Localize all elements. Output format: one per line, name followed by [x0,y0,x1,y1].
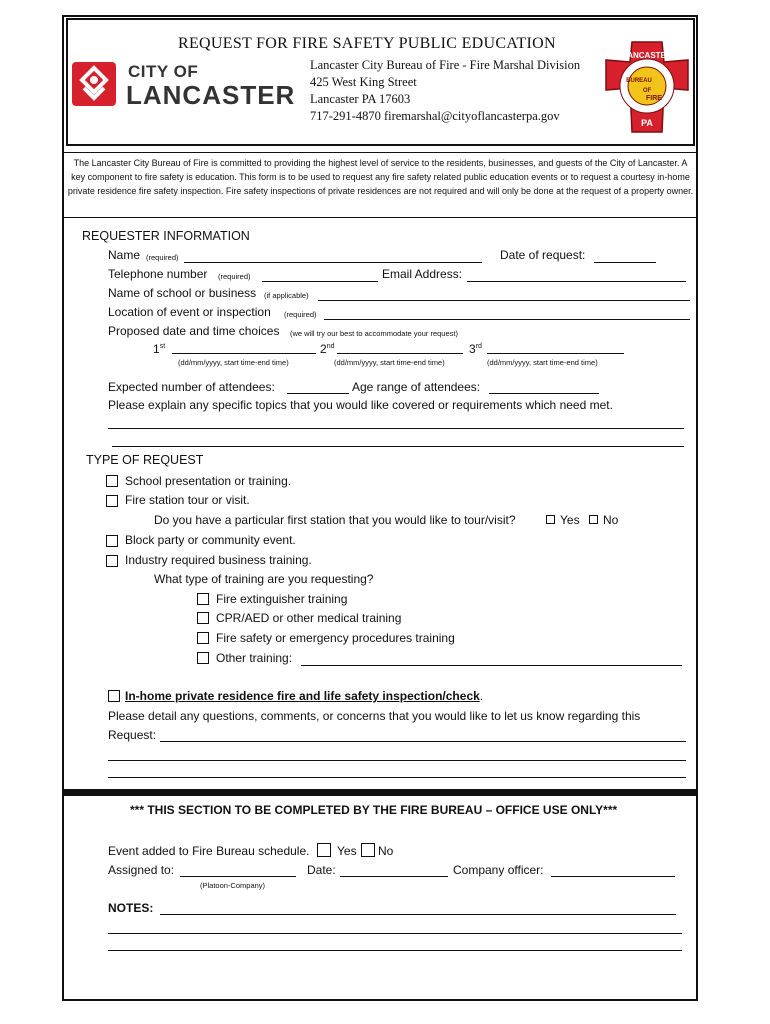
choice-3-field[interactable] [487,353,624,354]
location-required: (required) [284,310,317,319]
detail-line-3[interactable] [108,777,686,778]
station-no-label: No [603,513,619,527]
request-type-heading: TYPE OF REQUEST [86,453,204,467]
notes-line-3[interactable] [108,950,682,951]
notes-label: NOTES: [108,901,154,915]
station-yes-label: Yes [560,513,580,527]
station-tour-label: Fire station tour or visit. [125,493,250,507]
requester-heading: REQUESTER INFORMATION [82,229,250,243]
detail-line-1[interactable] [160,741,686,742]
badge-fire-text: FIRE [646,95,662,102]
name-field[interactable] [184,262,482,263]
school-presentation-label: School presentation or training. [125,474,292,488]
scheduled-yes-checkbox[interactable] [317,843,331,857]
city-logo-icon [70,60,118,108]
notes-line-2[interactable] [108,933,682,934]
cpr-checkbox[interactable] [197,612,209,624]
scheduled-no-label: No [378,844,394,858]
choice-1-label: 1st [153,342,166,356]
extinguisher-checkbox[interactable] [197,593,209,605]
telephone-label: Telephone number [108,267,208,281]
location-field[interactable] [324,319,690,320]
detail-request-label: Request: [108,728,157,742]
platoon-note: (Platoon-Company) [200,881,266,890]
detail-label: Please detail any questions, comments, or concerns that you would like to let us know regarding this [108,709,641,723]
location-label: Location of event or inspection [108,305,271,319]
bureau-line: Lancaster City Bureau of Fire - Fire Marshal Division [310,58,581,72]
choice-2-field[interactable] [337,353,463,354]
date-of-request-label: Date of request: [500,248,586,262]
assigned-field[interactable] [180,876,296,877]
procedures-checkbox[interactable] [197,632,209,644]
station-tour-checkbox[interactable] [106,495,118,507]
fire-badge-icon [602,40,692,134]
street-line: 425 West King Street [310,75,417,89]
cpr-label: CPR/AED or other medical training [216,611,402,625]
industry-checkbox[interactable] [106,555,118,567]
date-of-request-field[interactable] [594,262,656,263]
inhome-checkbox[interactable] [108,690,120,702]
choice-1-field[interactable] [172,353,316,354]
citystate-line: Lancaster PA 17603 [310,92,411,106]
procedures-label: Fire safety or emergency procedures training [216,631,455,645]
school-label: Name of school or business [108,286,257,300]
choice-3-label: 3rd [469,342,482,356]
form-title: REQUEST FOR FIRE SAFETY PUBLIC EDUCATION [178,35,556,52]
station-no-checkbox[interactable] [589,515,598,524]
badge-of-text: OF [642,88,652,94]
other-training-field[interactable] [301,665,682,666]
lancaster-text: LANCASTER [126,80,296,110]
contact-line: 717-291-4870 firemarshal@cityoflancasterpa.gov [310,109,560,123]
proposed-label: Proposed date and time choices [108,324,280,338]
other-training-checkbox[interactable] [197,652,209,664]
office-heading: *** THIS SECTION TO BE COMPLETED BY THE FIRE BUREAU – OFFICE USE ONLY*** [130,803,618,817]
station-question: Do you have a particular first station that you would like to tour/visit? [154,513,516,527]
email-label: Email Address: [382,267,463,281]
explain-label: Please explain any specific topics that you would like covered or requirements which need met. [108,398,613,412]
block-party-checkbox[interactable] [106,535,118,547]
station-yes-checkbox[interactable] [546,515,555,524]
industry-label: Industry required business training. [125,553,312,567]
attendees-label: Expected number of attendees: [108,380,275,394]
attendees-field[interactable] [287,393,349,394]
name-required: (required) [146,253,179,262]
notes-line-1[interactable] [160,914,676,915]
choice-2-label: 2nd [320,342,335,356]
scheduled-yes-label: Yes [337,844,357,858]
badge-bureau-text: BUREAU [626,78,652,84]
office-date-field[interactable] [340,876,448,877]
block-party-label: Block party or community event. [125,533,296,547]
choice-3-format: (dd/mm/yyyy, start time-end time) [487,358,598,367]
school-presentation-checkbox[interactable] [106,475,118,487]
school-if-applicable: (if applicable) [264,291,309,300]
assigned-label: Assigned to: [108,863,175,877]
other-training-label: Other training: [216,651,293,665]
scheduled-no-checkbox[interactable] [361,843,375,857]
telephone-required: (required) [218,272,251,281]
choice-2-format: (dd/mm/yyyy, start time-end time) [334,358,445,367]
email-field[interactable] [467,281,686,282]
telephone-field[interactable] [262,281,378,282]
intro-text: The Lancaster City Bureau of Fire is committed to providing the highest level of service to the residents, businesses, and guests of the City of Lancaster. A key component to fire safety is education. This form is to be used to request any fire safety related public education events or to request a courtesy in-home private residence fire safety inspection. Fire safety inspections of private residences are not required and will only be done at the request of a property owner. [67,158,694,196]
badge-pa-text: PA [641,118,653,128]
extinguisher-label: Fire extinguisher training [216,592,348,606]
age-range-field[interactable] [489,393,599,394]
name-label: Name [108,248,141,262]
explain-line-1[interactable] [108,428,684,429]
age-range-label: Age range of attendees: [352,380,481,394]
badge-top-text: LANCASTER [622,51,672,60]
detail-line-2[interactable] [108,760,686,761]
office-separator [62,789,698,796]
city-of-text: CITY OF [128,62,199,81]
proposed-note: (we will try our best to accommodate your request) [290,329,458,338]
choice-1-format: (dd/mm/yyyy, start time-end time) [178,358,289,367]
inhome-label: In-home private residence fire and life safety inspection/check. [125,689,484,703]
scheduled-label: Event added to Fire Bureau schedule. [108,844,310,858]
training-question: What type of training are you requesting? [154,572,374,586]
officer-label: Company officer: [453,863,544,877]
officer-field[interactable] [551,876,675,877]
school-field[interactable] [318,300,690,301]
explain-line-2[interactable] [112,446,684,447]
office-date-label: Date: [307,863,336,877]
